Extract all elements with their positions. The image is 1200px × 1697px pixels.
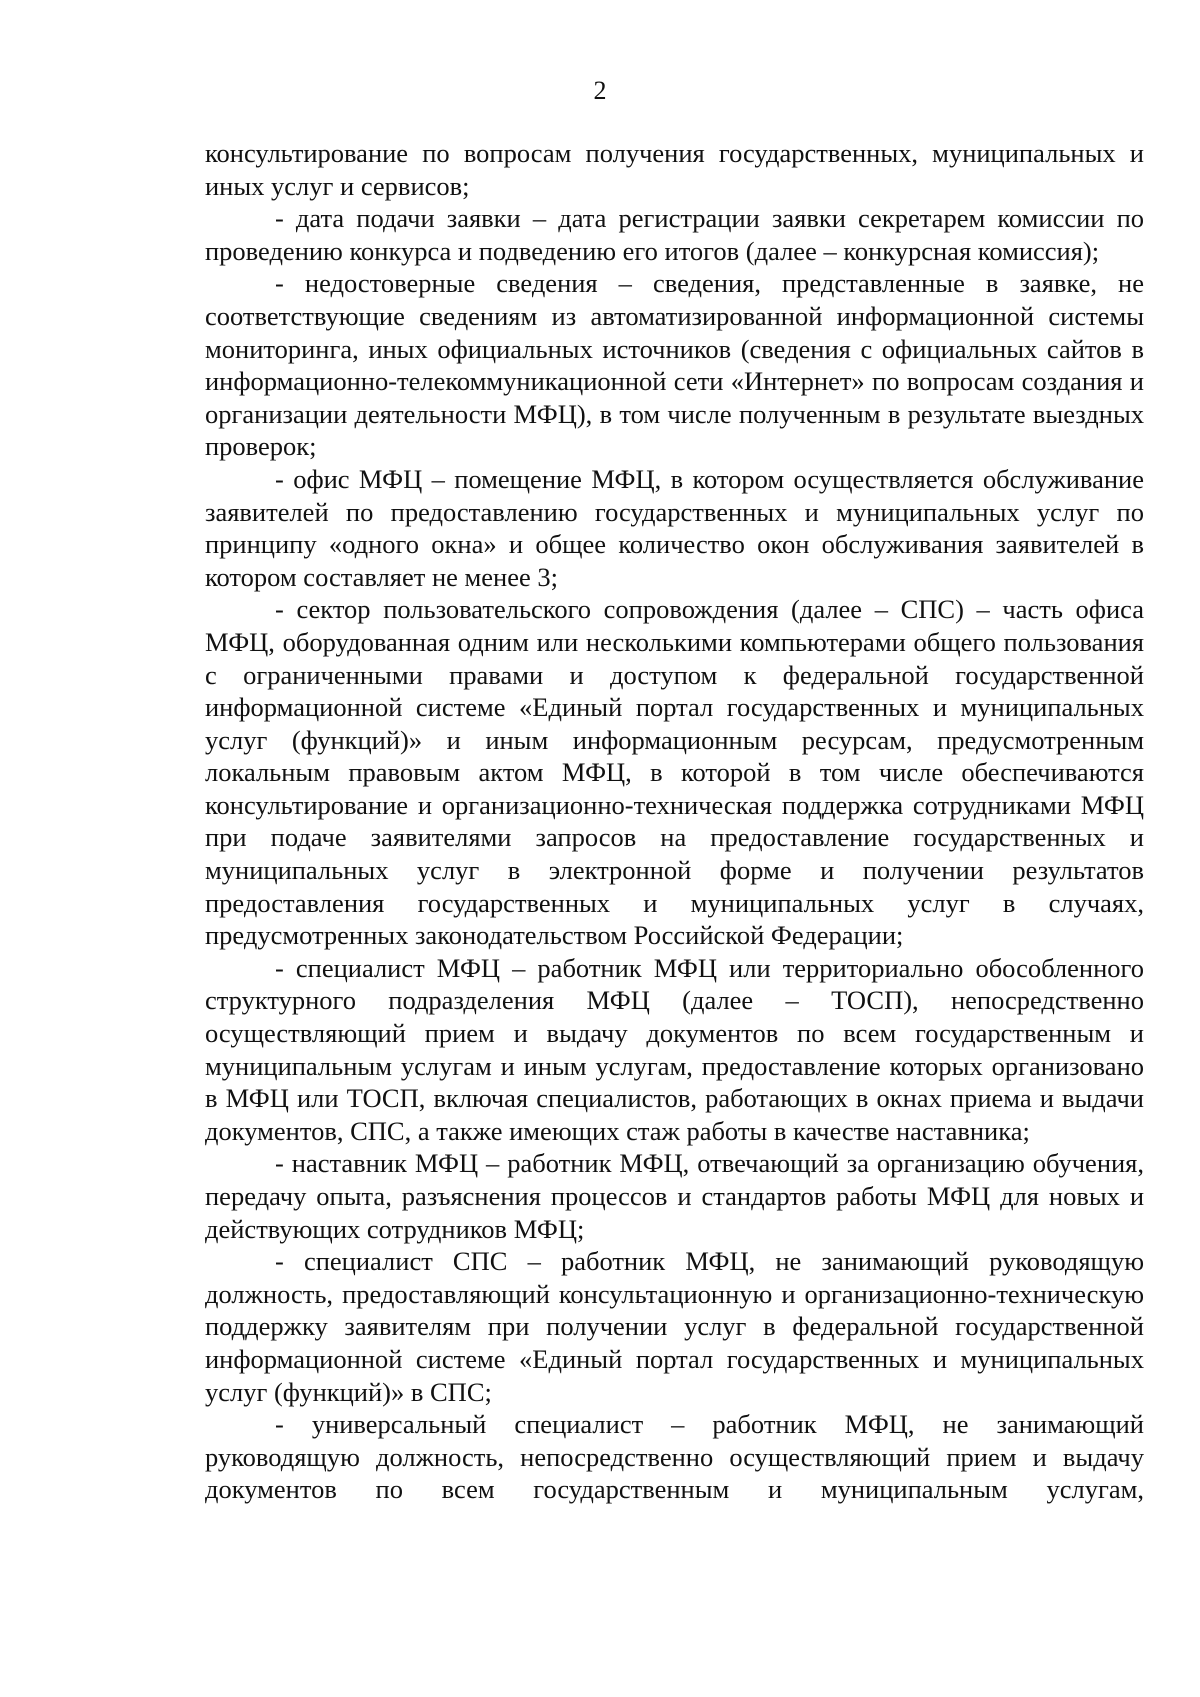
definition-unreliable-info: - недостоверные сведения – сведения, представленные в заявке, не соответствующие сведениям из автоматизированной информационной системы мониторинга, иных официальных источников (сведения с официальных сайтов в информационно-телекоммуникационной сети «Интернет» по вопросам создания и организации деятельности МФЦ), в том числе полученным в результате выездных проверок; — [205, 268, 1144, 462]
definition-mfc-office: - офис МФЦ – помещение МФЦ, в котором осуществляется обслуживание заявителей по предоставлению государственных и муниципальных услуг по принципу «одного окна» и общее количество окон обслуживания заявителей в котором составляет не менее 3; — [205, 463, 1144, 592]
document-body — [205, 137, 1144, 1506]
definition-user-support-sector: - сектор пользовательского сопровождения (далее – СПС) – часть офиса МФЦ, оборудованная одним или несколькими компьютерами общего пользования с ограниченными правами и доступом к федеральной государственной информационной системе «Единый портал государственных и муниципальных услуг (функций)» и иным информационным ресурсам, предусмотренным локальным правовым актом МФЦ, в которой в том числе обеспечиваются консультирование и организационно-техническая поддержка сотрудниками МФЦ при подаче заявителями запросов на предоставление государственных и муниципальных услуг в электронной форме и получении результатов предоставления государственных и муниципальных услуг в случаях, предусмотренных законодательством Российской Федерации; — [205, 594, 1144, 951]
definition-mfc-specialist: - специалист МФЦ – работник МФЦ или территориально обособленного структурного подразделения МФЦ (далее – ТОСП), непосредственно осуществляющий прием и выдачу документов по всем государственным и муниципальным услугам и иным услугам, предоставление которых организовано в МФЦ или ТОСП, включая специалистов, работающих в окнах приема и выдачи документов, СПС, а также имеющих стаж работы в качестве наставника; — [205, 952, 1144, 1146]
page-number: 2 — [593, 76, 607, 105]
definition-mfc-mentor: - наставник МФЦ – работник МФЦ, отвечающий за организацию обучения, передачу опыта, разъяснения процессов и стандартов работы МФЦ для новых и действующих сотрудников МФЦ; — [205, 1148, 1144, 1244]
definition-application-date: - дата подачи заявки – дата регистрации заявки секретарем комиссии по проведению конкурса и подведению его итогов (далее – конкурсная комиссия); — [205, 203, 1144, 266]
definition-universal-specialist: - универсальный специалист – работник МФЦ, не занимающий руководящую должность, непосредственно осуществляющий прием и выдачу документов по всем государственным и муниципальным услугам, — [205, 1409, 1144, 1505]
definition-sps-specialist: - специалист СПС – работник МФЦ, не занимающий руководящую должность, предоставляющий консультационную и организационно-техническую поддержку заявителям при получении услуг в федеральной государственной информационной системе «Единый портал государственных и муниципальных услуг (функций)» в СПС; — [205, 1246, 1144, 1407]
paragraph-continuation: консультирование по вопросам получения государственных, муниципальных и иных услуг и сервисов; — [205, 138, 1144, 201]
